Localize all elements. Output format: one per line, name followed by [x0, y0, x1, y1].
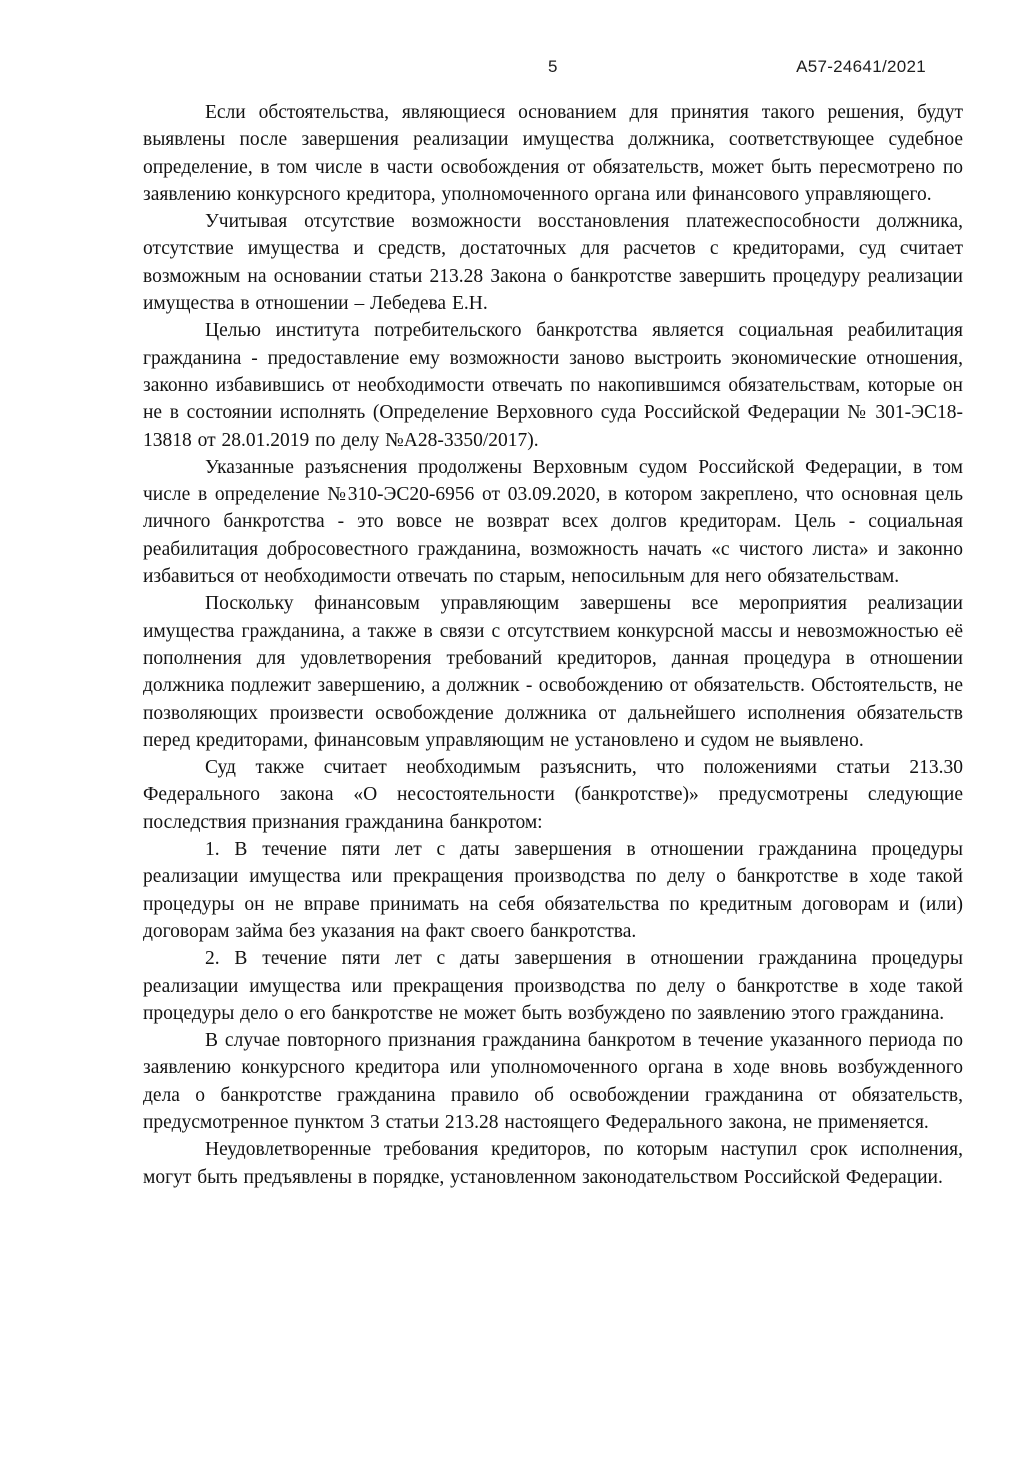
- paragraph: Неудовлетворенные требования кредиторов, по которым наступил срок исполнения, могут быть предъявлены в порядке, установленном законодательством Российской Федерации.: [143, 1139, 963, 1188]
- paragraph: 1. В течение пяти лет с даты завершения в отношении гражданина процедуры реализации имущества или прекращения производства по делу о банкротстве в ходе такой процедуры он не вправе принимать на себя обязательства по кредитным договорам и (или) договорам займа без указания на факт своего банкротства.: [143, 839, 963, 942]
- document-body: [143, 99, 963, 1191]
- paragraph: Если обстоятельства, являющиеся основанием для принятия такого решения, будут выявлены после завершения реализации имущества должника, соответствующее судебное определение, в том числе в части освобождения от обязательств, может быть пересмотрено по заявлению конкурсного кредитора, уполномоченного органа или финансового управляющего.: [143, 102, 963, 205]
- case-number: А57-24641/2021: [796, 57, 926, 76]
- page-header: [143, 57, 963, 81]
- paragraph: Целью института потребительского банкротства является социальная реабилитация гражданина - предоставление ему возможности заново выстроить экономические отношения, законно избавившись от необходимости отвечать по накопившимся обязательствам, которые он не в состоянии исполнять (Определение Верховного суда Российской Федерации № 301-ЭС18-13818 от 28.01.2019 по делу №А28-3350/2017).: [143, 320, 963, 451]
- page-number: 5: [548, 57, 558, 76]
- paragraph: Учитывая отсутствие возможности восстановления платежеспособности должника, отсутствие имущества и средств, достаточных для расчетов с кредиторами, суд считает возможным на основании статьи 213.28 Закона о банкротстве завершить процедуру реализации имущества в отношении – Лебедева Е.Н.: [143, 211, 963, 315]
- paragraph: 2. В течение пяти лет с даты завершения в отношении гражданина процедуры реализации имущества или прекращения производства по делу о банкротстве в ходе такой процедуры дело о его банкротстве не может быть возбуждено по заявлению этого гражданина.: [143, 948, 963, 1024]
- paragraph: В случае повторного признания гражданина банкротом в течение указанного периода по заявлению конкурсного кредитора или уполномоченного органа в ходе вновь возбужденного дела о банкротстве гражданина правило об освобождении гражданина от обязательств, предусмотренное пунктом 3 статьи 213.28 настоящего Федерального закона, не применяется.: [143, 1030, 963, 1133]
- paragraph: Поскольку финансовым управляющим завершены все мероприятия реализации имущества гражданина, а также в связи с отсутствием конкурсной массы и невозможностью её пополнения для удовлетворения требований кредиторов, данная процедура в отношении должника подлежит завершению, а должник - освобождению от обязательств. Обстоятельств, не позволяющих произвести освобождение должника от дальнейшего исполнения обязательств перед кредиторами, финансовым управляющим не установлено и судом не выявлено.: [143, 593, 963, 751]
- paragraph: Указанные разъяснения продолжены Верховным судом Российской Федерации, в том числе в определение №310-ЭС20-6956 от 03.09.2020, в котором закреплено, что основная цель личного банкротства - это вовсе не возврат всех долгов кредиторам. Цель - социальная реабилитация добросовестного гражданина, возможность начать «с чистого листа» и законно избавиться от необходимости отвечать по старым, непосильным для него обязательствам.: [143, 456, 963, 588]
- paragraph: Суд также считает необходимым разъяснить, что положениями статьи 213.30 Федерального закона «О несостоятельности (банкротстве)» предусмотрены следующие последствия признания гражданина банкротом:: [143, 757, 963, 833]
